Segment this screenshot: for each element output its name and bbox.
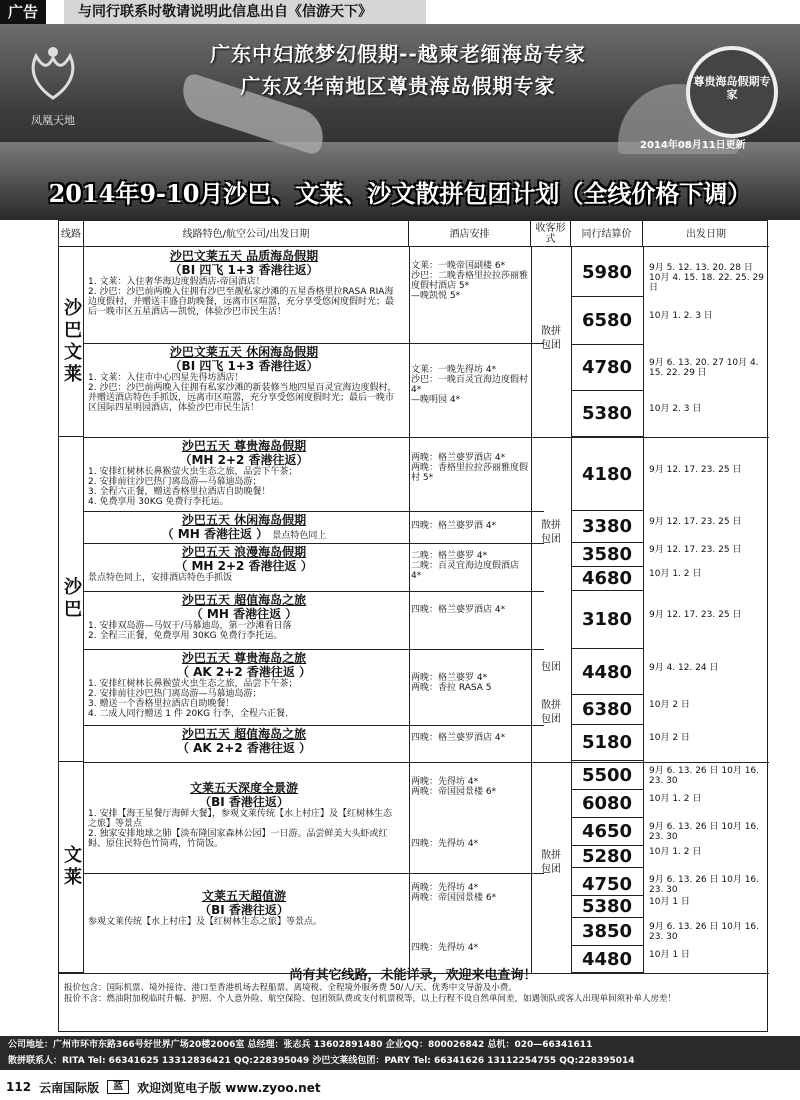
hotel-cell <box>409 777 531 797</box>
contact-line1: 公司地址：广州市环市东路366号好世界广场20楼2006室 总经理：张志兵 13602891480 企业QQ：800026842 总机：020—66341611 <box>8 1040 593 1050</box>
price-cell: 5500 <box>571 762 643 790</box>
date-cell: 9月 12. 17. 23. 25 日 <box>649 610 742 620</box>
price-cell: 5980 <box>571 249 643 297</box>
region-sabah-brunei: 沙巴文莱 <box>59 247 84 437</box>
price-cell: 3580 <box>571 543 643 567</box>
hotel-line: —晚明园 4* <box>411 395 461 405</box>
hotel-line: 四晚：先得坊 4* <box>411 839 479 849</box>
row-line <box>84 343 544 344</box>
route-block <box>84 651 404 719</box>
route-sub <box>88 527 400 543</box>
header-route: 线路特色/航空公司/出发日期 <box>84 221 409 247</box>
hotel-line: 两晚：先得坊 4* <box>411 883 479 893</box>
route-desc: 景点特色同上，安排酒店特色手抓饭 <box>88 573 233 583</box>
date-cell: 9月 6. 13. 20. 27 10月 4. 15. 22. 29 日 <box>649 358 759 378</box>
hotel-cell <box>409 453 531 483</box>
table-header <box>59 221 769 247</box>
banner-line1: 广东中妇旅梦幻假期--越柬老缅海岛专家 <box>210 42 586 66</box>
service-cell: 散拼包团 <box>541 700 561 725</box>
route-title: 文莱五天深度全景游 <box>189 781 298 795</box>
hotel-line: 沙巴：二晚香格里拉拉莎丽雅度假村酒店 5* <box>411 271 529 291</box>
hotel-line: 两晚：帝国园景楼 6* <box>411 893 497 903</box>
hotel-line: 两晚：格兰婆罗酒店 4* <box>411 453 506 463</box>
route-desc: 1. 安排红树林长鼻猴萤火虫生态之旅，品尝下午茶； <box>88 679 298 689</box>
route-block <box>84 345 404 413</box>
date-cell: 10月 2. 3 日 <box>649 404 702 414</box>
hotel-line: 二晚：格兰婆罗 4* <box>411 551 488 561</box>
route-title: 沙巴五天 超值海岛之旅 <box>181 593 307 607</box>
route-title: 文莱五天超值游 <box>201 889 286 903</box>
route-desc: 1. 安排双岛游—马奴干/马慕迪岛，第一沙滩看日落 <box>88 621 292 631</box>
route-desc: 3. 全程六正餐，赠送香格里拉酒店自助晚餐！ <box>88 487 271 497</box>
route-sub: （ AK 2+2 香港往返 ） <box>176 665 312 679</box>
header-price: 同行结算价 <box>571 221 643 247</box>
row-line <box>84 762 769 763</box>
route-desc: 2. 安排前往沙巴热门离岛游—马慕迪岛游； <box>88 689 262 699</box>
route-desc: 1. 文莱：入住奢华海边度假酒店-帝国酒店！ <box>88 277 265 287</box>
route-sub-text: （ MH 香港往返 ） <box>161 527 269 541</box>
route-desc: 参观文莱传统【水上村庄】及【红树林生态之旅】等景点。 <box>88 917 323 927</box>
promo-title: 2014年9-10月沙巴、文莱、沙文散拼包团计划（全线价格下调） <box>48 179 752 208</box>
route-sub: （BI 四飞 1+3 香港往返） <box>169 359 319 373</box>
route-sub: （ MH 香港往返 ） <box>190 607 298 621</box>
price-cell: 5280 <box>571 846 643 868</box>
region-sabah: 沙巴 <box>59 437 84 762</box>
update-date: 2014年08月11日更新 <box>640 140 746 151</box>
banner-line2: 广东及华南地区尊贵海岛假期专家 <box>240 74 556 98</box>
route-desc: 2. 全程三正餐，免费享用 30KG 免费行李托运。 <box>88 631 283 641</box>
route-sub: （BI 四飞 1+3 香港往返） <box>169 263 319 277</box>
date-cell: 9月 6. 13. 26 日 10月 16. 23. 30 <box>649 822 760 842</box>
header-service: 收客形式 <box>531 221 571 247</box>
route-sub: （BI 香港往返） <box>199 795 289 809</box>
route-block <box>84 439 404 507</box>
route-sub: （ AK 2+2 香港往返 ） <box>176 741 312 755</box>
date-cell: 10月 1. 2 日 <box>649 569 702 579</box>
price-cell: 4680 <box>571 567 643 591</box>
edition: 云南国际版 <box>39 1080 100 1095</box>
row-line <box>84 543 544 544</box>
route-desc: 1. 安排红树林长鼻猴萤火虫生态之旅，品尝下午茶； <box>88 467 298 477</box>
route-title: 沙巴五天 休闲海岛假期 <box>181 513 307 527</box>
date-cell: 9月 4. 12. 24 日 <box>649 663 719 673</box>
price-cell: 3850 <box>571 918 643 946</box>
hotel-line: 两晚：香格里拉拉莎丽雅度假村 5* <box>411 463 529 483</box>
route-desc: 1. 安排【海王星餐厅海鲜大餐】，参观文莱传统【水上村庄】及【红树林生态之旅】等景点 <box>88 809 392 829</box>
col-line <box>643 247 644 973</box>
route-desc: 4. 免费享用 30KG 免费行李托运。 <box>88 497 229 507</box>
hotel-cell <box>409 943 531 953</box>
hotel-cell <box>409 365 531 405</box>
route-block <box>84 889 404 927</box>
hotel-cell <box>409 883 531 903</box>
route-title: 沙巴五天 浪漫海岛假期 <box>181 545 307 559</box>
date-cell: 9月 12. 17. 23. 25 日 <box>649 545 742 555</box>
date-cell: 10月 2 日 <box>649 700 690 710</box>
hotel-line: 四晚：格兰婆罗酒 4* <box>411 521 497 531</box>
footer-notes <box>58 968 768 1032</box>
price-cell: 4480 <box>571 946 643 973</box>
row-line <box>84 437 769 438</box>
hotel-line: 四晚：格兰婆罗酒店 4* <box>411 605 506 615</box>
route-sub: （MH 2+2 香港往返） <box>179 453 309 467</box>
price-cell: 4750 <box>571 874 643 896</box>
ad-tag: 广告 <box>0 0 46 24</box>
hotel-line: 两晚：先得坊 4* <box>411 777 479 787</box>
hotel-line: 两晚：帝国园景楼 6* <box>411 787 497 797</box>
header-region: 线路 <box>59 221 84 247</box>
row-line <box>84 725 544 726</box>
price-excludes: 报价不含：燃油附加税临时升幅、护照、个人意外险、航空保险、包团领队费或支付机票税等，以上行程不设自然单间差，如遇领队或客人出现单间须补单人房差！ <box>64 994 677 1004</box>
row-line <box>84 873 544 874</box>
hotel-line: —晚凯悦 5* <box>411 291 461 301</box>
route-sub: （ MH 2+2 香港往返 ） <box>175 559 313 573</box>
route-title: 沙巴五天 尊贵海岛之旅 <box>181 651 307 665</box>
service-cell: 包团 <box>541 662 561 673</box>
route-title: 沙巴五天 尊贵海岛假期 <box>181 439 307 453</box>
phoenix-logo-icon <box>18 38 88 108</box>
route-desc: 2. 安排前往沙巴热门离岛游—马慕迪岛游； <box>88 477 262 487</box>
hotel-line: 文莱：一晚先得坊 4* <box>411 365 497 375</box>
edition-badge: 蓝 <box>107 1080 129 1094</box>
header-hotel: 酒店安排 <box>409 221 531 247</box>
hotel-line: 沙巴：一晚百灵宜海边度假村 4* <box>411 375 529 395</box>
route-block <box>84 513 404 543</box>
price-cell: 6080 <box>571 790 643 818</box>
hotel-cell <box>409 551 531 581</box>
route-block <box>84 593 404 641</box>
expert-seal: 尊贵海岛假期专家 <box>686 46 778 138</box>
itinerary-table <box>58 220 768 1032</box>
route-title: 沙巴文莱五天 品质海岛假期 <box>169 249 319 263</box>
date-cell: 10月 1. 2 日 <box>649 847 702 857</box>
page-footer <box>0 1074 800 1100</box>
route-title: 沙巴五天 超值海岛之旅 <box>181 727 307 741</box>
route-desc: 4. 二成人同行赠送 1 件 20KG 行李，全程六正餐. <box>88 709 288 719</box>
date-cell: 10月 1. 2 日 <box>649 794 702 804</box>
hotel-line: 四晚：先得坊 4* <box>411 943 479 953</box>
date-cell: 10月 2 日 <box>649 733 690 743</box>
date-cell: 10月 1 日 <box>649 897 690 907</box>
route-block <box>84 249 404 317</box>
route-block <box>84 727 404 755</box>
date-cell: 9月 12. 17. 23. 25 日 <box>649 465 742 475</box>
contact-bar <box>0 1036 800 1070</box>
row-line <box>84 511 544 512</box>
hotel-line: 两晚：格兰婆罗 4* <box>411 673 488 683</box>
price-cell: 4180 <box>571 439 643 511</box>
price-cell: 4480 <box>571 651 643 695</box>
page-number: 112 <box>6 1080 32 1094</box>
hotel-cell <box>409 605 531 615</box>
price-cell: 5180 <box>571 725 643 761</box>
region-brunei: 文莱 <box>59 762 84 973</box>
price-cell: 5380 <box>571 896 643 918</box>
hotel-line: 二晚：百灵宜海边度假酒店 4* <box>411 561 520 581</box>
price-cell: 6580 <box>571 297 643 345</box>
date-cell: 9月 12. 17. 23. 25 日 <box>649 517 742 527</box>
price-cell: 3180 <box>571 591 643 649</box>
date-cell: 10月 1 日 <box>649 949 690 960</box>
price-cell: 5380 <box>571 391 643 437</box>
hotel-line: 四晚：格兰婆罗酒店 4* <box>411 733 506 743</box>
date-cell: 10月 1. 2. 3 日 <box>649 311 713 321</box>
hotel-cell <box>409 733 531 743</box>
date-cell: 9月 6. 13. 26 日 10月 16. 23. 30 <box>649 766 760 786</box>
footer-title: 尚有其它线路，未能详录，欢迎来电查询！ <box>289 968 537 983</box>
row-line <box>84 591 544 592</box>
price-cell: 6380 <box>571 695 643 725</box>
service-cell: 散拼包团 <box>541 326 561 351</box>
service-cell: 散拼包团 <box>541 520 561 545</box>
date-cell: 9月 6. 13. 26 日 10月 16. 23. 30 <box>649 922 760 942</box>
date-cell: 9月 5. 12. 13. 20. 28 日 10月 4. 15. 18. 22. 25. 29 日 <box>649 263 764 293</box>
hotel-line: 文莱：一晚帝国副楼 6* <box>411 261 506 271</box>
header-dates: 出发日期 <box>686 228 726 240</box>
route-sub: （BI 香港往返） <box>199 903 289 917</box>
banner <box>0 24 800 220</box>
route-desc: 2. 独家安排地球之肺【淡布隆国家森林公园】一日游。品尝鲜美大头虾或红鲟、原住民特色竹筒鸡，竹筒饭。 <box>88 829 388 849</box>
route-desc: 3. 赠送一个香格里拉酒店自助晚餐！ <box>88 699 235 709</box>
route-block <box>84 545 404 583</box>
contact-line2: 散拼联系人：RITA Tel: 66341625 13312836421 QQ:228395049 沙巴文莱线包团：PARY Tel: 66341626 13112254755 QQ:228395014 <box>8 1056 635 1066</box>
route-title: 沙巴文莱五天 休闲海岛假期 <box>169 345 319 359</box>
route-block <box>84 781 404 849</box>
hotel-cell <box>409 261 531 301</box>
price-includes: 报价包含：国际机票、境外接待、港口至香港机场去程船票、离境税、全程境外服务费 50/人/天、优秀中文导游及小费。 <box>64 983 517 993</box>
top-note: 与同行联系时敬请说明此信息出自《信游天下》 <box>64 0 426 24</box>
website: 欢迎浏览电子版 www.zyoo.net <box>137 1080 321 1095</box>
route-desc: 2. 沙巴：沙巴前两晚入住拥有沙巴至靓私家沙滩的五星香格里拉RASA RIA海边度假村，并赠送丰盛自助晚餐，远离市区喧嚣，充分享受悠闲度假时光；最后一晚市区五星酒店—凯悦，体验沙巴市民生活！ <box>88 287 395 317</box>
route-desc: 2. 沙巴：沙巴前两晚入住拥有私家沙滩的新装修当地四星百灵宜海边度假村，并赠送酒店特色手抓饭，远离市区喧嚣，充分享受悠闲度假时光；最后一晚市区国际四星明园酒店，体验沙巴市民生活！ <box>88 383 397 413</box>
company-logo <box>12 38 94 142</box>
hotel-cell <box>409 521 531 531</box>
route-subnote: 景点特色同上 <box>272 531 327 541</box>
hotel-cell <box>409 839 531 849</box>
price-cell: 4650 <box>571 818 643 846</box>
hotel-line: 两晚：香拉 RASA 5 <box>411 683 492 693</box>
hotel-cell <box>409 673 531 693</box>
top-bar <box>0 0 800 24</box>
logo-text: 凤凰天地 <box>31 114 75 127</box>
price-cell: 4780 <box>571 345 643 391</box>
price-cell: 3380 <box>571 511 643 543</box>
date-cell: 9月 6. 13. 26 日 10月 16. 23. 30 <box>649 875 760 895</box>
route-desc: 1. 文莱：入住市中心四星先得坊酒店！ <box>88 373 244 383</box>
row-line <box>84 649 544 650</box>
service-cell: 散拼包团 <box>541 850 561 875</box>
